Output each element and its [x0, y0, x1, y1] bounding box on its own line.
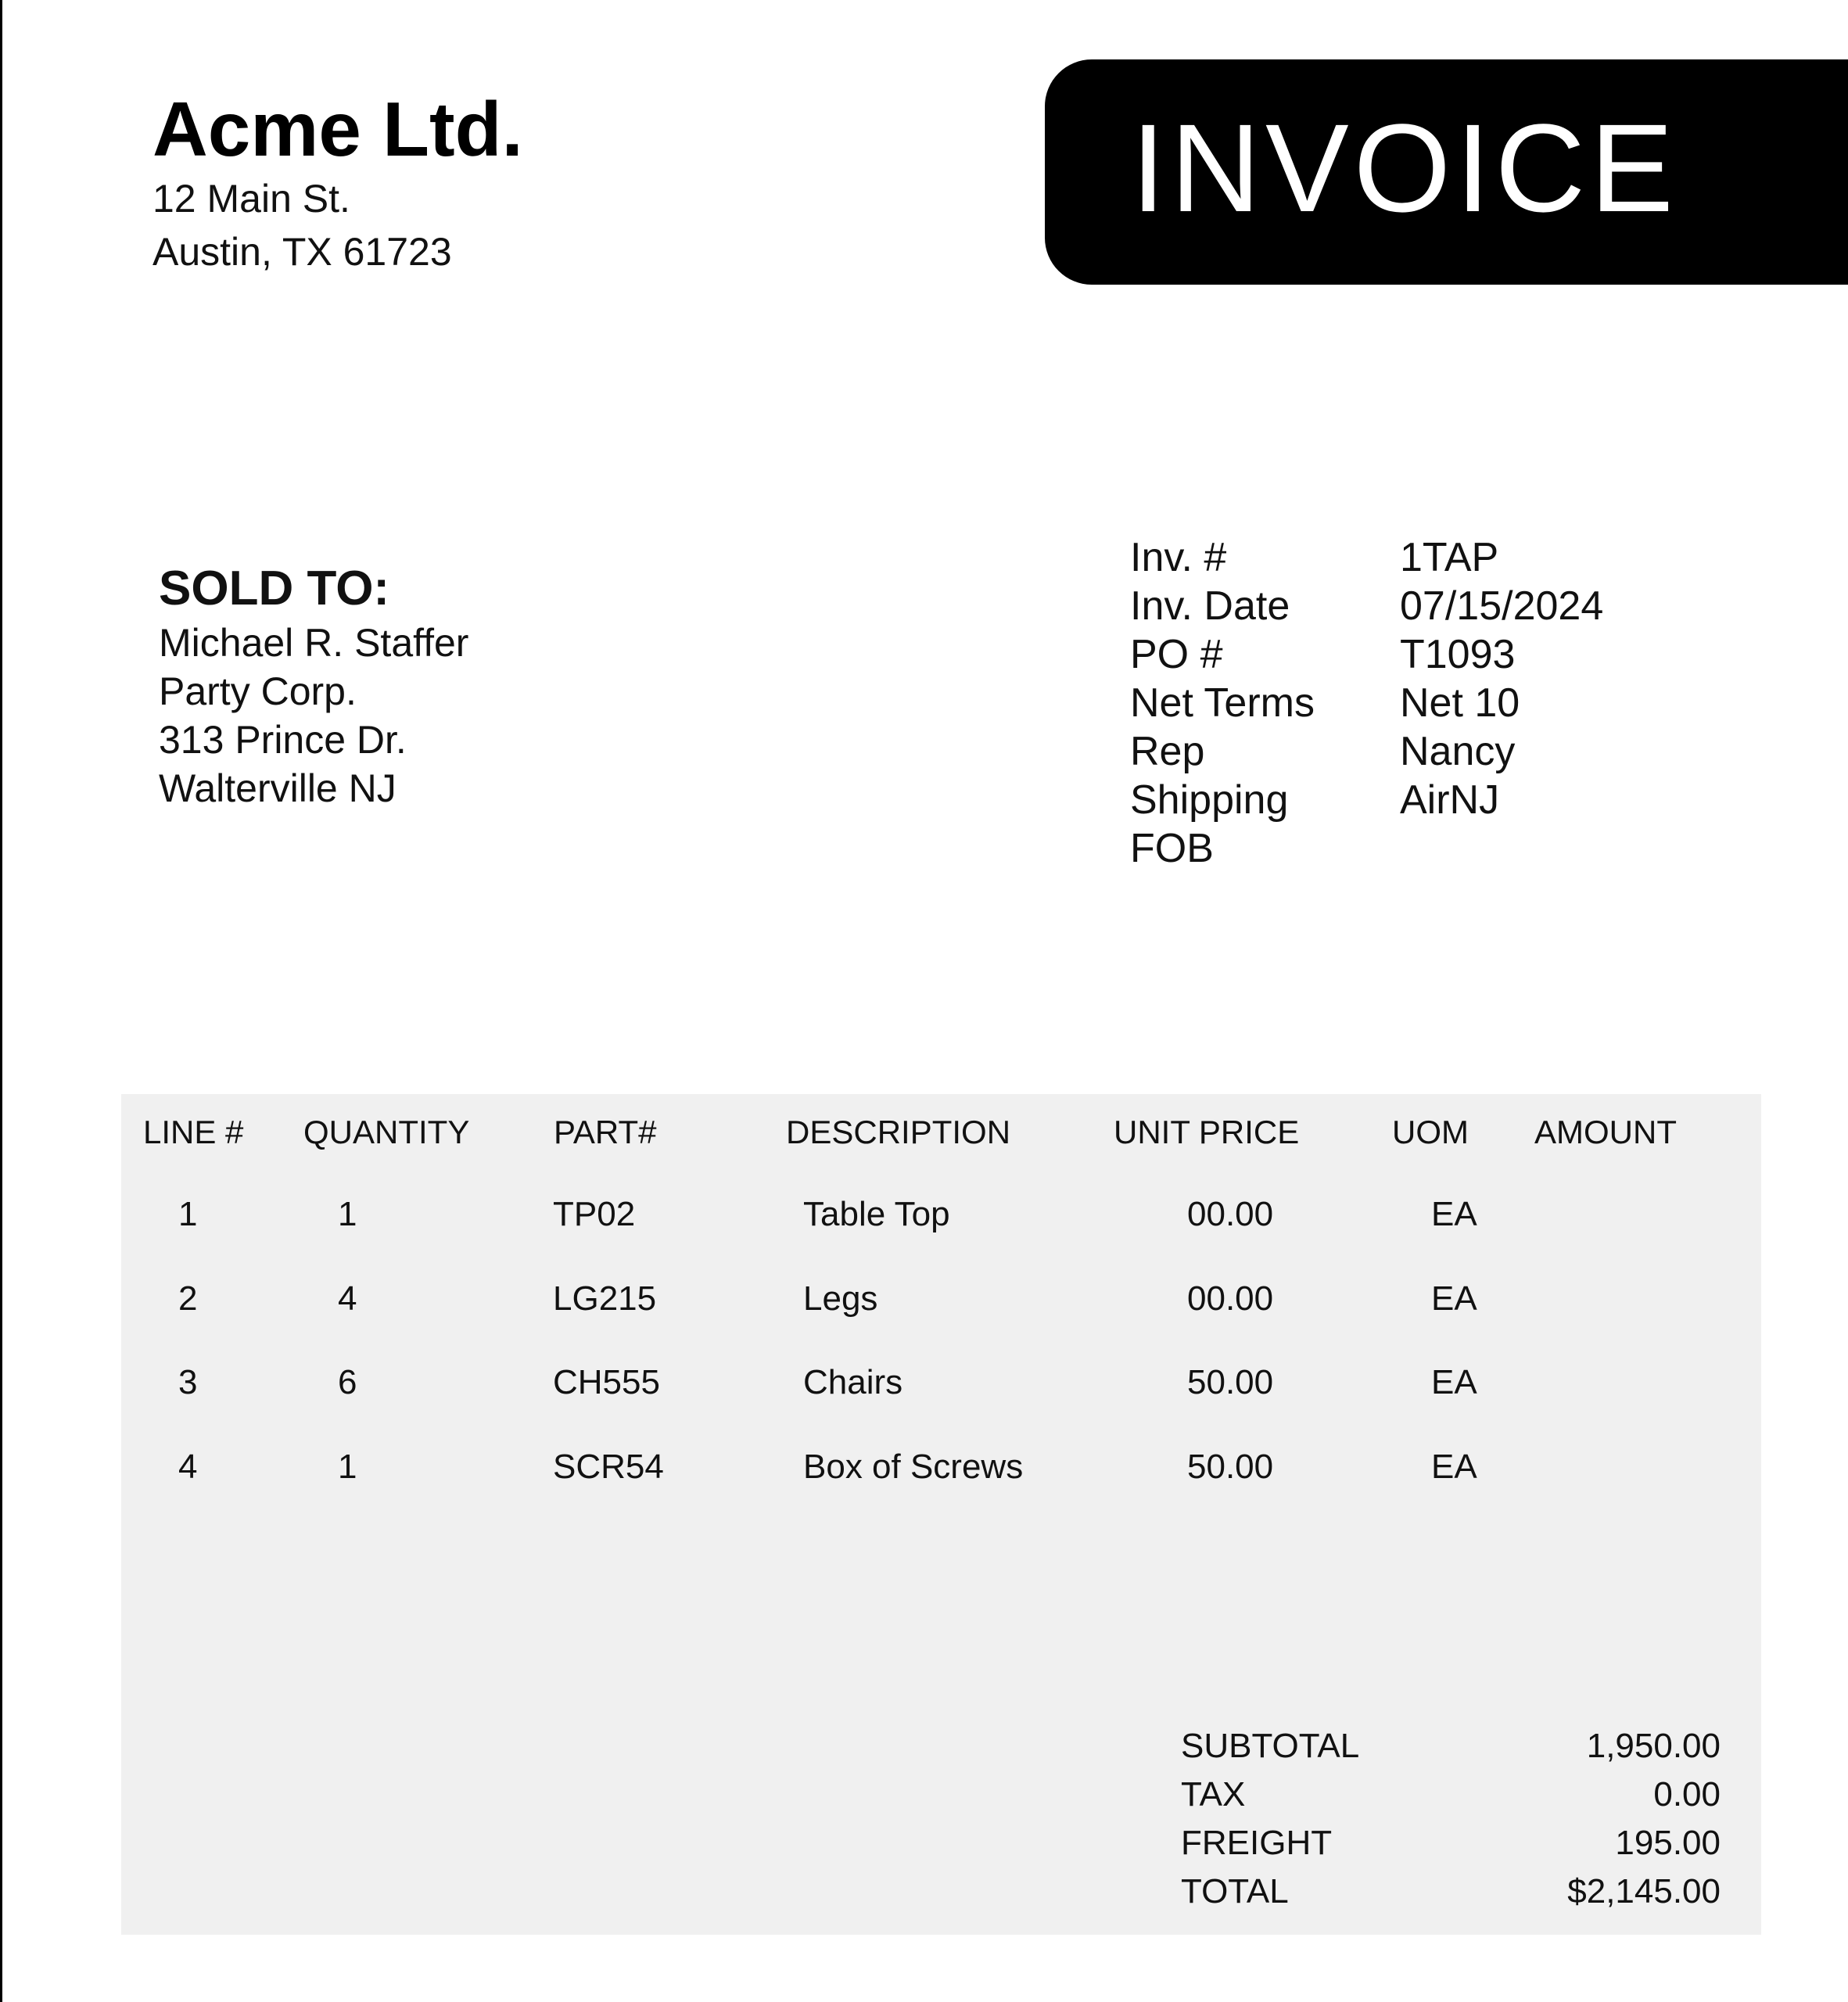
meta-row-invoice-number	[1130, 533, 1603, 582]
sold-to-name: Michael R. Staffer	[159, 621, 469, 665]
cell-uom: EA	[1431, 1448, 1477, 1486]
meta-label: Net Terms	[1130, 680, 1315, 726]
invoice-title-banner	[1045, 59, 1848, 285]
total-value: $2,145.00	[1567, 1872, 1721, 1911]
cell-part: TP02	[553, 1195, 636, 1233]
cell-unit-price: 00.00	[1187, 1195, 1274, 1233]
meta-label: Inv. Date	[1130, 583, 1290, 629]
sold-to-street: 313 Prince Dr.	[159, 718, 407, 762]
cell-line: 3	[178, 1363, 198, 1401]
totals-block	[1181, 1722, 1721, 1916]
column-header-description: DESCRIPTION	[786, 1114, 1011, 1150]
sold-to-company: Party Corp.	[159, 669, 357, 713]
meta-value: Net 10	[1400, 680, 1520, 726]
cell-quantity: 1	[338, 1448, 357, 1486]
meta-value: 07/15/2024	[1400, 583, 1604, 629]
cell-uom: EA	[1431, 1363, 1477, 1401]
cell-line: 2	[178, 1279, 198, 1318]
cell-description: Table Top	[803, 1195, 950, 1233]
cell-description: Legs	[803, 1279, 878, 1318]
cell-part: CH555	[553, 1363, 660, 1401]
cell-quantity: 6	[338, 1363, 357, 1401]
total-label: TAX	[1181, 1775, 1246, 1814]
freight-row	[1181, 1819, 1721, 1867]
total-value: 195.00	[1615, 1824, 1721, 1862]
meta-value: AirNJ	[1400, 777, 1500, 823]
meta-row-rep	[1130, 727, 1603, 776]
total-label: FREIGHT	[1181, 1824, 1333, 1862]
cell-unit-price: 50.00	[1187, 1363, 1274, 1401]
cell-uom: EA	[1431, 1279, 1477, 1318]
cell-unit-price: 00.00	[1187, 1279, 1274, 1318]
cell-part: LG215	[553, 1279, 657, 1318]
sold-to-block	[159, 559, 468, 813]
column-header-line: LINE #	[143, 1114, 244, 1150]
meta-row-shipping	[1130, 776, 1603, 824]
sold-to-city: Walterville NJ	[159, 766, 397, 810]
meta-value: 1TAP	[1400, 535, 1499, 580]
cell-part: SCR54	[553, 1448, 664, 1486]
total-label: SUBTOTAL	[1181, 1727, 1360, 1765]
meta-row-po-number	[1130, 630, 1603, 679]
column-header-quantity: QUANTITY	[303, 1114, 470, 1150]
meta-row-invoice-date	[1130, 582, 1603, 630]
meta-label: FOB	[1130, 826, 1214, 871]
page-left-border	[0, 0, 2, 2002]
column-header-amount: AMOUNT	[1534, 1114, 1677, 1150]
invoice-meta	[1130, 533, 1603, 873]
company-address-line1: 12 Main St.	[153, 177, 350, 221]
grand-total-row	[1181, 1867, 1721, 1916]
cell-unit-price: 50.00	[1187, 1448, 1274, 1486]
cell-description: Chairs	[803, 1363, 903, 1401]
cell-quantity: 1	[338, 1195, 357, 1233]
meta-label: PO #	[1130, 632, 1223, 677]
cell-uom: EA	[1431, 1195, 1477, 1233]
cell-line: 4	[178, 1448, 198, 1486]
subtotal-row	[1181, 1722, 1721, 1771]
cell-line: 1	[178, 1195, 198, 1233]
meta-row-net-terms	[1130, 679, 1603, 727]
column-header-part: PART#	[554, 1114, 657, 1150]
invoice-title: INVOICE	[1131, 98, 1678, 238]
total-label: TOTAL	[1181, 1872, 1289, 1911]
column-header-unit-price: UNIT PRICE	[1114, 1114, 1300, 1150]
meta-value: T1093	[1400, 632, 1516, 677]
tax-row	[1181, 1771, 1721, 1819]
total-value: 1,950.00	[1586, 1727, 1721, 1765]
meta-label: Inv. #	[1130, 535, 1227, 580]
meta-value: Nancy	[1400, 729, 1516, 774]
company-address-line2: Austin, TX 61723	[153, 230, 452, 274]
meta-label: Shipping	[1130, 777, 1289, 823]
company-header	[153, 86, 523, 278]
total-value: 0.00	[1653, 1775, 1721, 1814]
cell-description: Box of Screws	[803, 1448, 1024, 1486]
company-name: Acme Ltd.	[153, 86, 523, 172]
cell-quantity: 4	[338, 1279, 357, 1318]
meta-row-fob	[1130, 824, 1603, 873]
meta-label: Rep	[1130, 729, 1205, 774]
sold-to-label: SOLD TO:	[159, 561, 390, 615]
column-header-uom: UOM	[1392, 1114, 1469, 1150]
